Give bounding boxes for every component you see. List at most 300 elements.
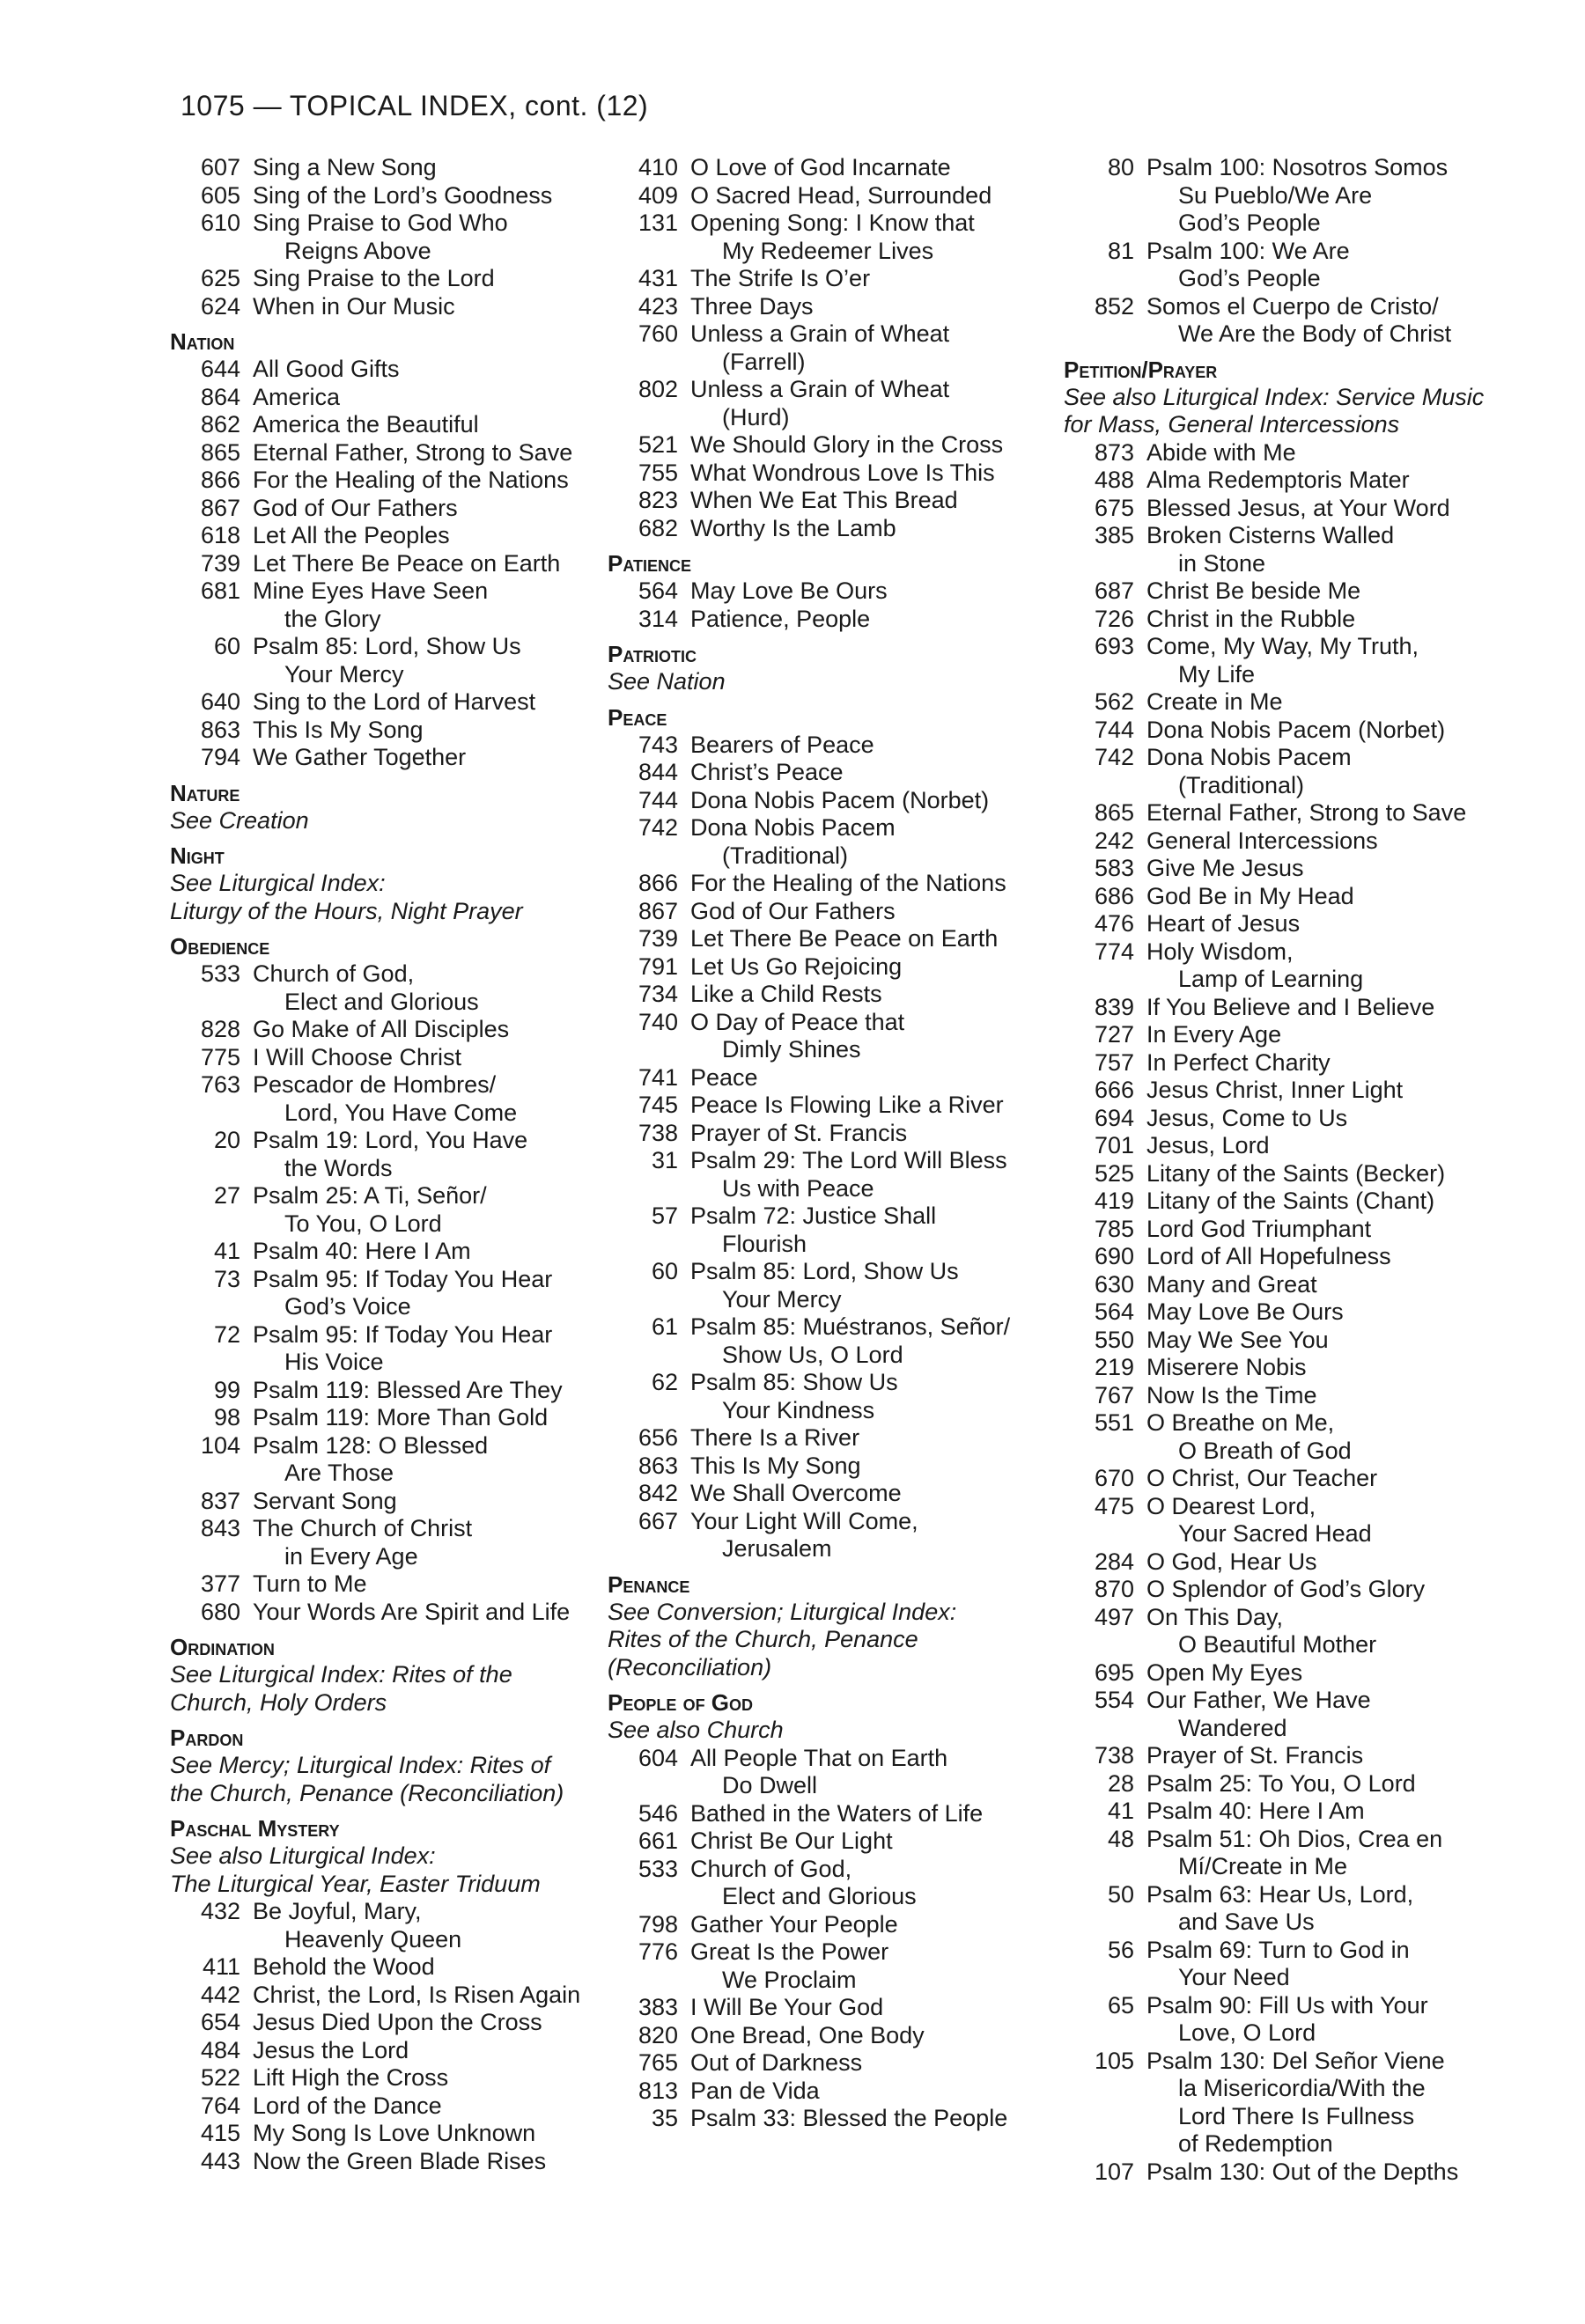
hymn-title-line: Broken Cisterns Walled: [1146, 522, 1395, 548]
hymn-title: [1146, 855, 1557, 883]
hymn-title-continuation: (Traditional): [1178, 771, 1305, 798]
hymn-title: [1146, 238, 1557, 293]
hymn-number: 844: [638, 759, 678, 785]
hymn-title-line: Go Make of All Disciples: [253, 1016, 510, 1042]
hymn-title-line: Gather Your People: [690, 1910, 898, 1938]
index-entry: [170, 1127, 628, 1182]
index-entry: [608, 2105, 1065, 2133]
hymn-number: 667: [638, 1507, 678, 1534]
index-entry: [170, 1982, 628, 2010]
hymn-title: [690, 759, 1065, 787]
hymn-title: [253, 1488, 628, 1516]
topic-heading: People of God: [608, 1689, 754, 1716]
hymn-title-line: O Dearest Lord,: [1146, 1492, 1316, 1519]
hymn-title-continuation: the Glory: [284, 605, 381, 632]
hymn-title: [690, 460, 1065, 488]
hymn-title: [690, 1092, 1065, 1120]
hymn-number: 630: [1094, 1270, 1134, 1298]
index-entry: [1064, 1132, 1557, 1160]
hymn-title-line: Psalm 63: Hear Us, Lord,: [1146, 1880, 1414, 1908]
hymn-title-continuation: Reigns Above: [284, 237, 431, 264]
hymn-title-line: Christ Be Our Light: [690, 1828, 893, 1854]
hymn-title-line: Now Is the Time: [1146, 1381, 1317, 1408]
hymn-title: [690, 606, 1065, 634]
hymn-title: [690, 925, 1065, 953]
hymn-title: [253, 717, 628, 745]
hymn-title: [690, 1800, 1065, 1828]
hymn-title: [1146, 467, 1557, 495]
hymn-number: 656: [638, 1424, 678, 1451]
hymn-title: [1146, 1493, 1557, 1548]
hymn-title: [253, 467, 628, 495]
index-entry: [608, 1452, 1065, 1481]
hymn-title-line: Bathed in the Waters of Life: [690, 1799, 984, 1827]
hymn-title-line: Christ in the Rubble: [1146, 605, 1356, 632]
hymn-number: 72: [213, 1320, 240, 1348]
see-reference: See Liturgical Index: Rites of the: [170, 1661, 512, 1688]
hymn-title-continuation: and Save Us: [1178, 1908, 1315, 1935]
hymn-number: 763: [200, 1071, 240, 1098]
hymn-title: [253, 1570, 628, 1599]
hymn-number: 757: [1094, 1048, 1134, 1076]
index-entry: [608, 1828, 1065, 1856]
hymn-number: 62: [651, 1369, 678, 1395]
hymn-title-line: Church of God,: [690, 1855, 852, 1882]
hymn-title: [1146, 1465, 1557, 1493]
hymn-number: 873: [1094, 438, 1134, 466]
hymn-title: [1146, 938, 1557, 994]
hymn-title-line: This Is My Song: [253, 716, 424, 743]
hymn-title: [253, 2064, 628, 2092]
hymn-number: 484: [200, 2036, 240, 2063]
hymn-title: [253, 384, 628, 412]
hymn-number: 432: [200, 1898, 240, 1924]
hymn-title-line: Psalm 40: Here I Am: [253, 1238, 471, 1264]
hymn-title-line: Pan de Vida: [690, 2077, 820, 2104]
hymn-title-continuation: Su Pueblo/We Are: [1178, 181, 1373, 209]
see-reference: See also Liturgical Index:: [170, 1842, 436, 1869]
index-entry: [1064, 717, 1557, 745]
hymn-title-line: The Church of Christ: [253, 1515, 473, 1541]
topic-heading: Nature: [170, 779, 240, 806]
see-reference: See also Liturgical Index: Service Music: [1064, 383, 1485, 410]
hymn-title-continuation: (Traditional): [722, 842, 849, 869]
index-entry: [1064, 1992, 1557, 2048]
index-entry: [608, 2022, 1065, 2050]
hymn-title: [253, 411, 628, 439]
index-entry: [608, 265, 1065, 293]
index-entry: [608, 460, 1065, 488]
index-entry: [608, 1480, 1065, 1508]
hymn-title-continuation: We Proclaim: [722, 1966, 857, 1993]
hymn-number: 284: [1094, 1548, 1134, 1575]
index-entry: [170, 2064, 628, 2092]
index-entry: [1064, 744, 1557, 799]
index-entry: [608, 1313, 1065, 1369]
index-entry: [170, 2037, 628, 2065]
hymn-title: [253, 1182, 628, 1238]
hymn-number: 865: [200, 438, 240, 466]
hymn-title: [1146, 1077, 1557, 1105]
hymn-title: [690, 376, 1065, 431]
index-entry: [1064, 606, 1557, 634]
hymn-number: 837: [200, 1487, 240, 1514]
hymn-title: [690, 182, 1065, 210]
hymn-title: [1146, 1770, 1557, 1798]
index-entry: [1064, 577, 1557, 606]
hymn-title-continuation: in Stone: [1178, 549, 1266, 577]
index-entry: [1064, 855, 1557, 883]
index-entry: [170, 717, 628, 745]
hymn-number: 798: [638, 1910, 678, 1938]
hymn-title-continuation: Dimly Shines: [722, 1036, 861, 1063]
index-entry: [1064, 1687, 1557, 1742]
hymn-number: 521: [638, 431, 678, 458]
hymn-title-line: O Day of Peace that: [690, 1008, 905, 1035]
index-entry: [170, 1266, 628, 1321]
hymn-number: 863: [200, 716, 240, 743]
hymn-title: [253, 1238, 628, 1266]
hymn-title-line: Opening Song: I Know that: [690, 210, 975, 236]
hymn-title: [1146, 1382, 1557, 1410]
hymn-title: [690, 981, 1065, 1009]
hymn-title: [690, 1994, 1065, 2022]
hymn-number: 776: [638, 1938, 678, 1965]
hymn-title: [690, 293, 1065, 321]
hymn-title-line: God Be in My Head: [1146, 882, 1354, 909]
hymn-title-line: Psalm 25: To You, O Lord: [1146, 1769, 1416, 1797]
index-entry: [608, 431, 1065, 460]
hymn-number: 726: [1094, 605, 1134, 632]
hymn-number: 624: [200, 292, 240, 320]
hymn-title-line: I Will Be Your God: [690, 1994, 884, 2020]
index-entry: [1064, 910, 1557, 938]
hymn-title: [253, 2009, 628, 2037]
hymn-number: 764: [200, 2092, 240, 2119]
hymn-title-line: Heart of Jesus: [1146, 910, 1301, 937]
hymn-number: 862: [200, 411, 240, 438]
hymn-title-line: One Bread, One Body: [690, 2021, 925, 2048]
hymn-title-line: Behold the Wood: [253, 1953, 435, 1980]
hymn-title: [1146, 633, 1557, 688]
hymn-number: 314: [638, 605, 678, 632]
hymn-number: 98: [213, 1404, 240, 1430]
hymn-title-line: Dona Nobis Pacem (Norbet): [1146, 716, 1446, 743]
hymn-number: 866: [200, 467, 240, 493]
hymn-title: [690, 1828, 1065, 1856]
see-reference: See Creation: [170, 806, 309, 834]
hymn-number: 442: [200, 1981, 240, 2008]
hymn-number: 423: [638, 292, 678, 320]
hymn-number: 562: [1094, 688, 1134, 715]
index-entry: [608, 1092, 1065, 1120]
index-entry: [170, 384, 628, 412]
hymn-title: [253, 265, 628, 293]
index-entry: [1064, 1937, 1557, 1992]
hymn-title: [253, 577, 628, 633]
hymn-number: 670: [1094, 1465, 1134, 1491]
hymn-title-line: Church of God,: [253, 960, 415, 987]
hymn-title-line: Peace: [690, 1063, 758, 1091]
index-entry: [170, 265, 628, 293]
index-entry: [608, 1147, 1065, 1202]
hymn-number: 497: [1094, 1603, 1134, 1630]
index-entry: [608, 925, 1065, 953]
index-entry: [170, 439, 628, 467]
index-entry: [170, 1404, 628, 1432]
hymn-title-line: Psalm 119: Blessed Are They: [253, 1376, 563, 1403]
hymn-number: 583: [1094, 855, 1134, 881]
hymn-title-line: For the Healing of the Nations: [253, 467, 569, 493]
hymn-title: [1146, 2159, 1557, 2187]
hymn-number: 81: [1107, 237, 1134, 264]
hymn-title: [1146, 2048, 1557, 2159]
topic-heading: Peace: [608, 703, 667, 731]
hymn-title: [690, 814, 1065, 870]
hymn-title: [1146, 883, 1557, 911]
index-entry: [1064, 1077, 1557, 1105]
hymn-title: [1146, 495, 1557, 523]
hymn-title-line: Sing a New Song: [253, 154, 437, 180]
hymn-number: 550: [1094, 1326, 1134, 1353]
hymn-number: 742: [1094, 744, 1134, 770]
hymn-number: 604: [638, 1744, 678, 1771]
hymn-number: 605: [200, 181, 240, 209]
hymn-number: 385: [1094, 522, 1134, 548]
hymn-title: [690, 515, 1065, 543]
hymn-number: 35: [651, 2105, 678, 2131]
index-entry: [1064, 1354, 1557, 1382]
hymn-title-continuation: Love, O Lord: [1178, 2019, 1316, 2046]
hymn-title: [253, 439, 628, 467]
hymn-title-continuation: Flourish: [722, 1230, 807, 1257]
index-entry: [170, 411, 628, 439]
hymn-title-continuation: Do Dwell: [722, 1772, 818, 1798]
hymn-title-line: We Gather Together: [253, 744, 467, 770]
index-entry: [1064, 883, 1557, 911]
hymn-number: 431: [638, 265, 678, 291]
hymn-number: 104: [200, 1431, 240, 1459]
topic-heading: Patriotic: [608, 641, 697, 667]
hymn-number: 774: [1094, 938, 1134, 965]
index-entry: [170, 1898, 628, 1953]
index-entry: [608, 2078, 1065, 2106]
hymn-number: 654: [200, 2009, 240, 2035]
index-entry: [608, 1009, 1065, 1064]
hymn-title-continuation: Lord There Is Fullness: [1178, 2102, 1415, 2129]
see-reference: See Conversion; Liturgical Index:: [608, 1598, 957, 1625]
topic-heading: Pardon: [170, 1725, 244, 1751]
hymn-title-continuation: O Beautiful Mother: [1178, 1631, 1377, 1658]
hymn-title-line: O Breathe on Me,: [1146, 1409, 1335, 1436]
hymn-title-continuation: the Words: [284, 1154, 393, 1181]
hymn-number: 661: [638, 1828, 678, 1854]
hymn-number: 50: [1107, 1880, 1134, 1908]
hymn-title: [1146, 1992, 1557, 2048]
hymn-title-line: We Shall Overcome: [690, 1480, 902, 1506]
index-entry: [170, 293, 628, 321]
hymn-title-line: Psalm 19: Lord, You Have: [253, 1127, 528, 1153]
index-entry: [170, 1044, 628, 1072]
hymn-title-line: Unless a Grain of Wheat: [690, 320, 950, 347]
hymn-title: [1146, 1354, 1557, 1382]
hymn-title-line: God of Our Fathers: [690, 897, 896, 924]
hymn-title: [1146, 1298, 1557, 1327]
hymn-number: 644: [200, 356, 240, 382]
hymn-title: [1146, 1049, 1557, 1077]
hymn-number: 27: [213, 1182, 240, 1209]
hymn-title-continuation: Your Mercy: [284, 660, 404, 688]
hymn-title-line: Dona Nobis Pacem: [690, 814, 896, 841]
index-entry: [1064, 439, 1557, 467]
hymn-title-continuation: Heavenly Queen: [284, 1925, 462, 1953]
hymn-title: [690, 2105, 1065, 2133]
hymn-title-line: Christ Be beside Me: [1146, 577, 1361, 604]
hymn-title-line: Our Father, We Have: [1146, 1687, 1371, 1713]
hymn-title: [690, 1369, 1065, 1424]
hymn-title-line: Psalm 40: Here I Am: [1146, 1798, 1365, 1824]
hymn-title-line: On This Day,: [1146, 1603, 1284, 1630]
hymn-title-line: Litany of the Saints (Chant): [1146, 1188, 1435, 1214]
index-entry: [608, 1911, 1065, 1939]
hymn-number: 48: [1107, 1825, 1134, 1852]
index-entry: [170, 1182, 628, 1238]
hymn-number: 865: [1094, 799, 1134, 826]
hymn-number: 476: [1094, 910, 1134, 937]
hymn-title: [690, 1064, 1065, 1092]
index-entry: [1064, 1243, 1557, 1271]
hymn-number: 525: [1094, 1159, 1134, 1187]
hymn-number: 791: [638, 952, 678, 980]
index-entry: [1064, 238, 1557, 293]
hymn-title: [1146, 439, 1557, 467]
hymn-title-line: Jesus, Come to Us: [1146, 1104, 1348, 1131]
hymn-title-continuation: Wandered: [1178, 1714, 1287, 1741]
index-entry: [1064, 799, 1557, 827]
hymn-number: 99: [213, 1376, 240, 1403]
index-entry: [1064, 1659, 1557, 1688]
hymn-title-line: Somos el Cuerpo de Cristo/: [1146, 292, 1439, 320]
hymn-number: 701: [1094, 1132, 1134, 1158]
hymn-number: 73: [213, 1265, 240, 1292]
hymn-number: 675: [1094, 494, 1134, 521]
hymn-title-line: Bearers of Peace: [690, 731, 874, 758]
see-reference: for Mass, General Intercessions: [1064, 411, 1400, 438]
hymn-number: 533: [200, 960, 240, 987]
hymn-title-line: Patience, People: [690, 605, 871, 632]
hymn-number: 802: [638, 376, 678, 402]
hymn-title-line: Great Is the Power: [690, 1938, 889, 1965]
see-reference: Rites of the Church, Penance: [608, 1626, 918, 1652]
hymn-title: [253, 1982, 628, 2010]
hymn-title-line: Servant Song: [253, 1487, 397, 1514]
hymn-title-line: America the Beautiful: [253, 411, 479, 438]
hymn-number: 755: [638, 459, 678, 486]
hymn-title-line: All Good Gifts: [253, 356, 400, 382]
index-entry: [608, 787, 1065, 815]
index-entry: [608, 1424, 1065, 1452]
hymn-number: 745: [638, 1092, 678, 1118]
hymn-number: 843: [200, 1515, 240, 1541]
hymn-title-line: Psalm 95: If Today You Hear: [253, 1320, 553, 1348]
hymn-title-continuation: Your Kindness: [722, 1396, 875, 1423]
index-entry: [1064, 1409, 1557, 1465]
topic-heading: Petition/Prayer: [1064, 356, 1218, 383]
hymn-number: 554: [1094, 1687, 1134, 1713]
hymn-title-line: Alma Redemptoris Mater: [1146, 467, 1410, 493]
hymn-title: [1146, 1160, 1557, 1188]
hymn-number: 867: [200, 494, 240, 521]
hymn-title-line: Psalm 85: Lord, Show Us: [690, 1258, 959, 1284]
index-entry: [1064, 1298, 1557, 1327]
hymn-number: 842: [638, 1480, 678, 1506]
hymn-title-continuation: Elect and Glorious: [284, 988, 479, 1015]
hymn-title: [1146, 910, 1557, 938]
hymn-number: 488: [1094, 467, 1134, 493]
hymn-title-continuation: in Every Age: [284, 1542, 418, 1570]
hymn-title: [690, 1856, 1065, 1911]
hymn-title: [1146, 606, 1557, 634]
hymn-title-line: Christ’s Peace: [690, 759, 844, 785]
hymn-title-line: Psalm 90: Fill Us with Your: [1146, 1991, 1428, 2019]
hymn-title: [1146, 1327, 1557, 1355]
hymn-title-continuation: Elect and Glorious: [722, 1883, 917, 1909]
hymn-number: 852: [1094, 292, 1134, 320]
index-entry: [608, 210, 1065, 265]
hymn-title-line: Blessed Jesus, at Your Word: [1146, 494, 1450, 521]
index-entry: [608, 1800, 1065, 1828]
hymn-title-line: Psalm 69: Turn to God in: [1146, 1936, 1410, 1963]
hymn-title-line: Your Words Are Spirit and Life: [253, 1598, 571, 1625]
hymn-title: [1146, 522, 1557, 577]
hymn-title-line: Three Days: [690, 292, 814, 320]
hymn-title: [253, 182, 628, 210]
hymn-number: 31: [651, 1147, 678, 1173]
index-entry: [170, 960, 628, 1016]
hymn-title-line: Psalm 33: Blessed the People: [690, 2105, 1008, 2131]
see-reference: The Liturgical Year, Easter Triduum: [170, 1870, 541, 1897]
hymn-title: [253, 2037, 628, 2065]
index-entry: [608, 732, 1065, 760]
index-entry: [608, 515, 1065, 543]
hymn-title-line: For the Healing of the Nations: [690, 870, 1006, 896]
index-entry: [170, 1321, 628, 1377]
hymn-number: 666: [1094, 1077, 1134, 1103]
index-entry: [1064, 1742, 1557, 1770]
index-entry: [1064, 2159, 1557, 2187]
index-entry: [1064, 688, 1557, 717]
topic-heading: Ordination: [170, 1634, 275, 1660]
index-entry: [1064, 495, 1557, 523]
hymn-title: [253, 356, 628, 384]
index-entry: [1064, 2048, 1557, 2159]
hymn-title-line: In Every Age: [1146, 1021, 1282, 1048]
index-entry: [1064, 1798, 1557, 1826]
hymn-title: [253, 1016, 628, 1044]
index-entry: [1064, 633, 1557, 688]
topic-heading: Patience: [608, 550, 692, 577]
hymn-number: 690: [1094, 1243, 1134, 1269]
index-entry: [608, 1856, 1065, 1911]
hymn-title-line: Unless a Grain of Wheat: [690, 376, 950, 402]
index-entry: [1064, 467, 1557, 495]
index-entry: [608, 814, 1065, 870]
hymn-number: 694: [1094, 1104, 1134, 1131]
hymn-title-line: This Is My Song: [690, 1452, 861, 1479]
hymn-title: [1146, 154, 1557, 238]
hymn-title-line: Psalm 95: If Today You Hear: [253, 1265, 553, 1292]
hymn-number: 60: [651, 1258, 678, 1284]
